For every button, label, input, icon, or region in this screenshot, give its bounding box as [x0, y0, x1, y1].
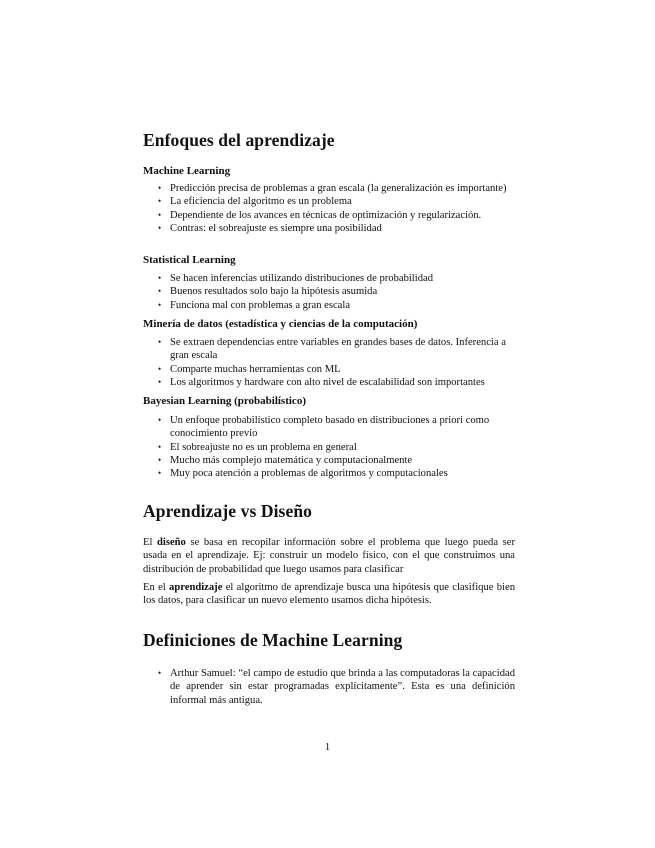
bullet-icon: •: [158, 468, 162, 479]
list-mineria-de-datos: [143, 336, 515, 389]
bullet-icon: •: [158, 273, 162, 283]
section-title-enfoques: Enfoques del aprendizaje: [143, 130, 335, 150]
list-item: • Arthur Samuel: “el campo de estudio que brinda a las computadoras la capacidad de aprender sin estar programadas explícitamente”. Esta es una definición informal más antigua.: [158, 668, 515, 706]
section-title-aprendizaje-vs-diseno: Aprendizaje vs Diseño: [143, 501, 312, 521]
list-item: • Se hacen inferencias utilizando distribuciones de probabilidad: [158, 273, 433, 284]
page-number: 1: [324, 742, 331, 753]
subsection-heading-machine-learning: Machine Learning: [143, 165, 231, 177]
list-statistical-learning: [143, 272, 515, 312]
bullet-icon: •: [158, 337, 162, 347]
bullet-icon: •: [158, 668, 162, 678]
bullet-icon: •: [158, 454, 162, 465]
bullet-icon: •: [158, 286, 162, 297]
subsection-heading-statistical-learning: Statistical Learning: [143, 254, 236, 266]
list-item: • El sobreajuste no es un problema en general: [158, 441, 357, 453]
bold-term-diseno: diseño: [157, 537, 186, 548]
bold-term-aprendizaje: aprendizaje: [169, 582, 223, 593]
list-bayesian-learning: [143, 414, 515, 480]
bullet-icon: •: [158, 196, 162, 207]
list-item: • Contras: el sobreajuste es siempre una posibilidad: [158, 222, 382, 234]
list-item: • Muy poca atención a problemas de algoritmos y computacionales: [158, 468, 448, 480]
bullet-icon: •: [158, 299, 162, 310]
list-item: • Mucho más complejo matemática y computacionalmente: [158, 454, 413, 466]
list-item: • Predicción precisa de problemas a gran escala (la generalización es importante): [158, 183, 507, 194]
subsection-heading-bayesian-learning: Bayesian Learning (probabilístico): [143, 395, 306, 407]
list-item: • Comparte muchas herramientas con ML: [158, 363, 341, 375]
bullet-icon: •: [158, 441, 162, 452]
paragraph-aprendizaje: En el aprendizaje el algoritmo de aprendizaje busca una hipótesis que clasifique bien los datos, para clasificar un nuevo elemento usamos dicha hipótesis.: [143, 582, 515, 607]
bullet-icon: •: [158, 183, 162, 193]
list-item: • Dependiente de los avances en técnicas de optimización y regularización.: [158, 209, 482, 221]
list-item: • Buenos resultados solo bajo la hipótesis asumida: [158, 286, 378, 298]
list-item: • La eficiencia del algoritmo es un problema: [158, 196, 352, 208]
list-definiciones: [143, 667, 515, 707]
list-item: • Los algoritmos y hardware con alto nivel de escalabilidad son importantes: [158, 376, 485, 388]
list-item: • Se extraen dependencias entre variables en grandes bases de datos. Inferencia a gran escala: [158, 337, 506, 362]
bullet-icon: •: [158, 363, 162, 374]
paragraph-diseno: El diseño se basa en recopilar información sobre el problema que luego pueda ser usada en el aprendizaje. Ej: construir un modelo físico, con el que construimos una distribución de probabilidad que luego usamos para clasificar: [143, 537, 515, 575]
list-item: • Funciona mal con problemas a gran escala: [158, 299, 351, 311]
bullet-icon: •: [158, 376, 162, 387]
bullet-icon: •: [158, 209, 162, 220]
bullet-icon: •: [158, 222, 162, 233]
section-title-definiciones: Definiciones de Machine Learning: [143, 630, 403, 650]
subsection-heading-mineria-de-datos: Minería de datos (estadística y ciencias de la computación): [143, 318, 418, 330]
list-machine-learning: [143, 182, 515, 235]
list-item: • Un enfoque probabilístico completo basado en distribuciones a priori como conocimiento previo: [158, 415, 490, 440]
bullet-icon: •: [158, 415, 162, 425]
